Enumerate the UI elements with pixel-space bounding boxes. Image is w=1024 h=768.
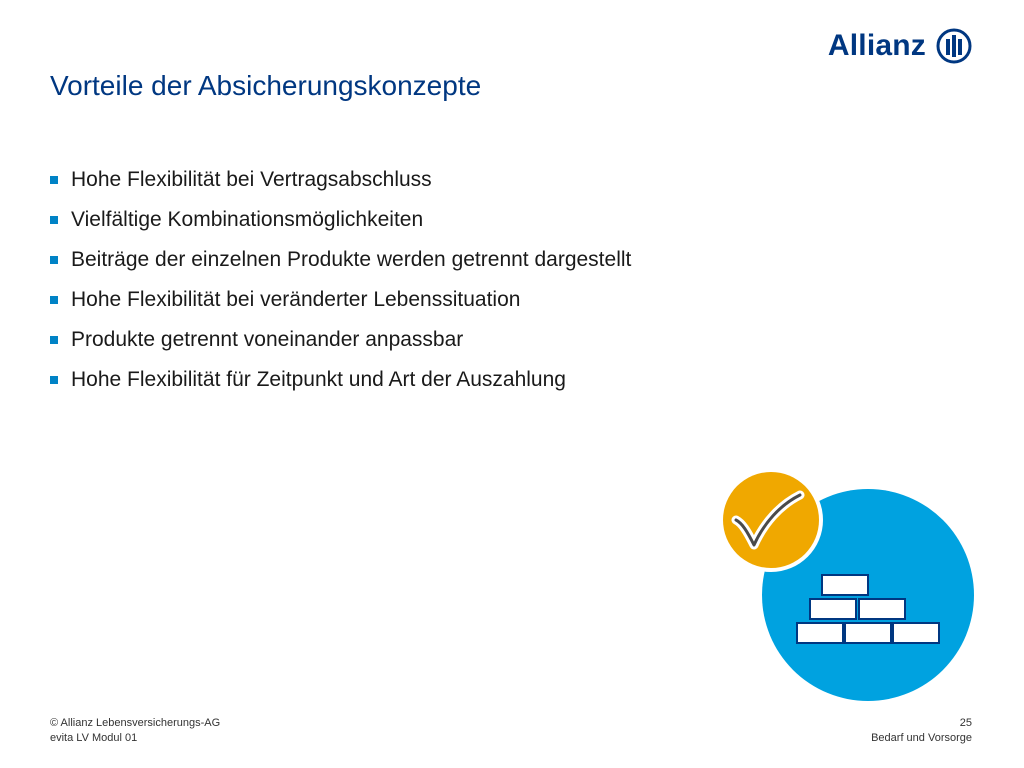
bullet-list (50, 160, 631, 400)
bullet-item (50, 320, 631, 360)
bullet-text: Vielfältige Kombinationsmöglichkeiten (71, 208, 424, 231)
square-bullet-icon (50, 296, 58, 304)
footer-right (871, 716, 972, 746)
allianz-logo (828, 28, 972, 64)
page-title: Vorteile der Absicherungskonzepte (50, 70, 482, 101)
bullet-item (50, 360, 631, 400)
bullet-item (50, 200, 631, 240)
bullet-text: Beiträge der einzelnen Produkte werden getrennt dargestellt (71, 248, 632, 271)
footer-left (50, 716, 220, 746)
square-bullet-icon (50, 376, 58, 384)
copyright-text: © Allianz Lebensversicherungs-AG (50, 717, 221, 729)
logo-text: Allianz (827, 29, 926, 62)
square-bullet-icon (50, 336, 58, 344)
square-bullet-icon (50, 176, 58, 184)
page-number: 25 (959, 717, 972, 729)
allianz-eagle-icon (936, 28, 972, 64)
bullet-text: Produkte getrennt voneinander anpassbar (71, 328, 464, 351)
bullet-item (50, 240, 631, 280)
module-text: evita LV Modul 01 (50, 732, 138, 744)
bullet-item (50, 160, 631, 200)
bullet-text: Hohe Flexibilität für Zeitpunkt und Art der Auszahlung (71, 368, 566, 391)
square-bullet-icon (50, 216, 58, 224)
checkmark-icon (719, 468, 823, 572)
bullet-item (50, 280, 631, 320)
bullet-text: Hohe Flexibilität bei Vertragsabschluss (71, 168, 432, 191)
square-bullet-icon (50, 256, 58, 264)
bullet-text: Hohe Flexibilität bei veränderter Lebenssituation (71, 288, 521, 311)
concept-illustration (716, 465, 976, 705)
section-text: Bedarf und Vorsorge (871, 732, 972, 744)
